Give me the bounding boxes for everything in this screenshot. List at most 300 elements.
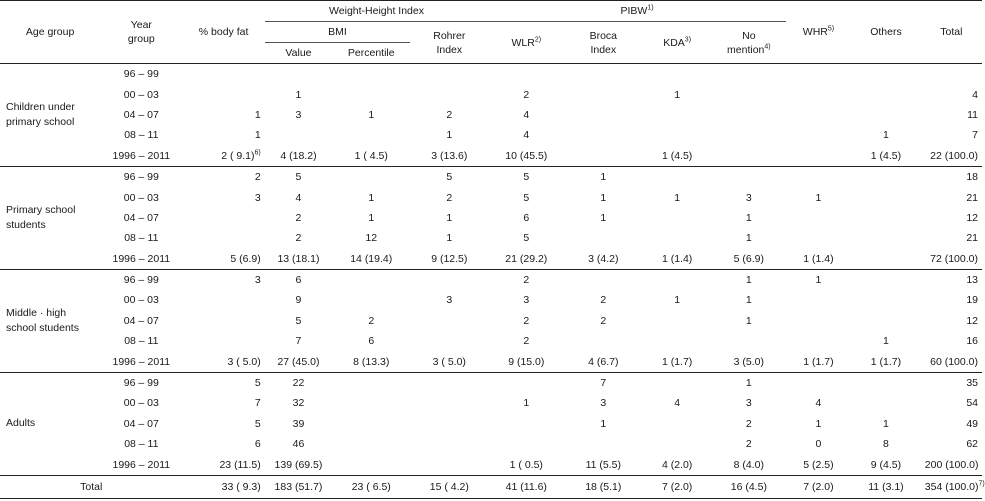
cell-value: 27 (45.0)	[277, 355, 320, 368]
table-cell	[851, 351, 921, 372]
header-kda: KDA$^{3)}$	[642, 22, 712, 64]
cell-value: 5	[523, 171, 530, 184]
table-cell	[921, 84, 982, 104]
cell-value: 3	[745, 397, 752, 410]
cell-value: 1	[815, 191, 822, 204]
cell-value: 4 (2.0)	[661, 458, 693, 471]
year-group-cell: 04 – 07	[123, 211, 159, 224]
table-cell	[851, 393, 921, 413]
table-cell	[564, 311, 642, 331]
year-group-cell: 96 – 99	[123, 377, 159, 390]
cell-value: 1 (4.5)	[661, 149, 693, 162]
table-cell	[332, 125, 410, 145]
table-cell	[786, 331, 851, 351]
table-cell	[488, 454, 564, 475]
table-cell	[182, 228, 264, 248]
table-cell	[851, 372, 921, 393]
cell-value: 41 (11.6)	[505, 480, 547, 493]
cell-value: 22 (100.0)	[930, 149, 978, 162]
table-cell	[642, 228, 712, 248]
cell-value: 1	[815, 274, 822, 287]
cell-value: 60 (100.0)	[930, 355, 978, 368]
table-cell	[921, 351, 982, 372]
table-cell	[642, 414, 712, 434]
cell-value: 1	[368, 191, 375, 204]
cell-value: 21 (29.2)	[505, 252, 548, 265]
table-row	[0, 187, 982, 207]
year-group-cell: 96 – 99	[123, 274, 159, 287]
year-group-cell: 00 – 03	[123, 191, 159, 204]
cell-value: 72 (100.0)	[930, 252, 978, 265]
table-cell	[564, 393, 642, 413]
header-bmi: BMI	[265, 22, 411, 43]
table-cell	[712, 372, 786, 393]
table-cell	[851, 105, 921, 125]
table-cell	[265, 269, 333, 290]
table-cell	[488, 351, 564, 372]
table-cell	[410, 105, 488, 125]
table-row	[0, 269, 982, 290]
table-cell	[410, 454, 488, 475]
table-cell	[332, 351, 410, 372]
table-cell	[921, 187, 982, 207]
year-group-cell: 00 – 03	[123, 397, 159, 410]
table-cell	[410, 146, 488, 167]
table-cell	[332, 146, 410, 167]
cell-value: 7	[600, 377, 607, 390]
table-cell	[712, 228, 786, 248]
total-cell	[265, 475, 333, 498]
header-total: Total	[921, 1, 982, 64]
header-whr: WHR$^{5)}$	[786, 1, 851, 64]
table-cell	[564, 414, 642, 434]
cell-value: 6	[254, 438, 261, 451]
table-cell	[786, 146, 851, 167]
table-row	[0, 208, 982, 228]
table-cell	[564, 351, 642, 372]
table-cell	[786, 249, 851, 270]
cell-value: 5	[254, 377, 261, 390]
table-cell	[410, 372, 488, 393]
table-cell	[851, 249, 921, 270]
year-group-cell: 00 – 03	[123, 88, 159, 101]
cell-value: 2	[446, 108, 453, 121]
table-row	[0, 105, 982, 125]
cell-value: 23 ( 6.5)	[351, 480, 391, 493]
cell-value: 5 (6.9)	[733, 252, 765, 265]
cell-value: 7	[972, 129, 978, 142]
table-cell	[712, 105, 786, 125]
table-row	[0, 393, 982, 413]
year-group-cell: 96 – 99	[123, 171, 159, 184]
table-cell	[712, 393, 786, 413]
table-cell	[182, 146, 264, 167]
table-cell	[712, 84, 786, 104]
table-cell	[564, 269, 642, 290]
table-cell	[265, 187, 333, 207]
cell-value: 1 ( 0.5)	[509, 458, 543, 471]
table-row	[0, 64, 982, 85]
cell-value: 9 (4.5)	[870, 458, 902, 471]
cell-value: 1	[254, 129, 261, 142]
table-cell	[265, 290, 333, 310]
table-cell	[786, 393, 851, 413]
cell-value: 10 (45.5)	[505, 149, 548, 162]
cell-value: 23 (11.5)	[219, 458, 261, 471]
total-cell	[786, 475, 851, 498]
cell-value: 3	[745, 191, 752, 204]
table-cell	[488, 290, 564, 310]
cell-value: 3 (13.6)	[431, 149, 468, 162]
cell-value: 3	[254, 274, 261, 287]
table-cell	[921, 434, 982, 454]
cell-value: 22	[292, 377, 305, 390]
table-row	[0, 372, 982, 393]
table-cell	[332, 434, 410, 454]
cell-value: 7	[295, 335, 302, 348]
table-header	[0, 1, 982, 64]
table-cell	[921, 393, 982, 413]
cell-value: 1	[745, 377, 752, 390]
cell-value: 13 (18.1)	[277, 252, 320, 265]
cell-value: 6	[368, 335, 375, 348]
table-row	[0, 434, 982, 454]
table-cell	[921, 372, 982, 393]
table-cell	[851, 414, 921, 434]
table-cell	[265, 351, 333, 372]
table-cell	[642, 187, 712, 207]
table-cell	[488, 249, 564, 270]
table-cell	[786, 290, 851, 310]
header-others: Others	[851, 1, 921, 64]
table-cell	[712, 146, 786, 167]
cell-value: 3	[446, 294, 453, 307]
cell-value: 9 (15.0)	[508, 355, 545, 368]
year-group-cell: 08 – 11	[124, 438, 159, 451]
table-cell	[332, 105, 410, 125]
table-cell	[265, 146, 333, 167]
cell-value: 9	[295, 294, 302, 307]
table-cell	[182, 166, 264, 187]
table-cell	[182, 187, 264, 207]
cell-value: 11 (3.1)	[868, 480, 904, 493]
cell-value: 4	[674, 397, 681, 410]
cell-value: 1	[600, 417, 607, 430]
cell-value: 2	[295, 211, 302, 224]
table-cell	[488, 331, 564, 351]
cell-value: 1 (1.4)	[661, 252, 693, 265]
table-cell	[712, 125, 786, 145]
cell-value: 139 (69.5)	[274, 458, 323, 471]
header-year-group: Year group	[100, 1, 182, 64]
cell-value: 5 (6.9)	[230, 252, 261, 265]
cell-value: 1	[883, 129, 889, 142]
table-cell	[265, 166, 333, 187]
year-group-cell: 04 – 07	[123, 108, 159, 121]
cell-value: 4 (18.2)	[280, 149, 317, 162]
cell-value: 12	[365, 232, 378, 245]
table-cell	[410, 166, 488, 187]
cell-value: 62	[966, 438, 978, 451]
cell-value: 4	[815, 397, 822, 410]
table-cell	[488, 208, 564, 228]
table-cell	[564, 84, 642, 104]
cell-value: 3 ( 5.0)	[227, 355, 261, 368]
cell-value: 3 (4.2)	[588, 252, 619, 265]
table-cell	[564, 249, 642, 270]
total-row-label: Total	[0, 475, 182, 498]
year-group-cell: 96 – 99	[123, 68, 159, 81]
table-cell	[182, 208, 264, 228]
table-cell	[265, 208, 333, 228]
cell-value: 1	[745, 314, 752, 327]
cell-value: 1	[600, 211, 607, 224]
table-cell	[851, 269, 921, 290]
table-cell	[265, 393, 333, 413]
cell-value: 6	[523, 211, 530, 224]
age-group-label: Middle · high school students	[0, 269, 100, 372]
header-bmi-percentile: Percentile	[332, 43, 410, 64]
table-cell	[332, 269, 410, 290]
table-cell	[786, 311, 851, 331]
cell-value: 49	[966, 417, 978, 430]
table-cell	[642, 290, 712, 310]
header-wlr: WLR$^{2)}$	[488, 22, 564, 64]
cell-value: 1	[745, 294, 752, 307]
cell-value: 12	[966, 211, 978, 224]
table-cell	[265, 249, 333, 270]
year-group-cell: 1996 – 2011	[100, 146, 182, 167]
table-cell	[851, 208, 921, 228]
cell-value: 54	[966, 397, 978, 410]
year-group-cell: 1996 – 2011	[100, 351, 182, 372]
cell-value: 1	[745, 232, 752, 245]
cell-value: 1	[674, 191, 681, 204]
cell-value: 5	[295, 171, 302, 184]
table-cell	[851, 166, 921, 187]
table-cell	[488, 434, 564, 454]
table-cell	[182, 372, 264, 393]
table-cell	[712, 269, 786, 290]
table-cell	[265, 414, 333, 434]
table-cell	[332, 393, 410, 413]
table-cell	[642, 372, 712, 393]
cell-value: 1	[446, 232, 453, 245]
table-cell	[712, 249, 786, 270]
cell-value: 3	[600, 397, 607, 410]
table-cell	[921, 125, 982, 145]
table-cell	[564, 105, 642, 125]
total-cell	[712, 475, 786, 498]
total-cell	[851, 475, 921, 498]
table-cell	[642, 249, 712, 270]
table-cell	[410, 249, 488, 270]
table-cell	[786, 84, 851, 104]
table-cell	[182, 311, 264, 331]
table-cell	[410, 351, 488, 372]
table-cell	[332, 372, 410, 393]
table-cell	[642, 166, 712, 187]
table-row	[0, 228, 982, 248]
table-cell	[921, 208, 982, 228]
table-cell	[182, 249, 264, 270]
cell-value: 7	[254, 397, 261, 410]
cell-value: 4 (6.7)	[588, 355, 619, 368]
table-cell	[712, 434, 786, 454]
year-group-cell: 08 – 11	[124, 232, 159, 245]
cell-value: 3	[254, 191, 261, 204]
cell-value: 4	[972, 88, 978, 101]
cell-value: 0	[815, 438, 822, 451]
table-cell	[182, 434, 264, 454]
table-cell	[786, 105, 851, 125]
cell-value: 5	[523, 232, 530, 245]
table-cell	[712, 454, 786, 475]
table-cell	[332, 166, 410, 187]
table-cell	[642, 393, 712, 413]
table-cell	[488, 393, 564, 413]
total-cell	[488, 475, 564, 498]
table-cell	[712, 208, 786, 228]
table-cell	[410, 228, 488, 248]
table-cell	[265, 84, 333, 104]
table-cell	[786, 434, 851, 454]
cell-value: 11	[967, 108, 978, 121]
table-cell	[488, 414, 564, 434]
table-cell	[564, 146, 642, 167]
table-cell	[265, 125, 333, 145]
table-cell	[921, 105, 982, 125]
table-cell	[712, 64, 786, 85]
table-cell	[642, 454, 712, 475]
year-group-cell: 08 – 11	[124, 335, 159, 348]
table-cell	[410, 208, 488, 228]
cell-value: 2	[745, 438, 752, 451]
table-cell	[332, 249, 410, 270]
table-cell	[182, 125, 264, 145]
table-cell	[332, 414, 410, 434]
table-cell	[921, 331, 982, 351]
cell-value: 46	[292, 438, 305, 451]
table-cell	[851, 290, 921, 310]
cell-value: 2	[600, 314, 607, 327]
table-cell	[564, 64, 642, 85]
table-cell	[488, 187, 564, 207]
cell-value: 1	[674, 294, 681, 307]
cell-value: 11 (5.5)	[585, 458, 621, 471]
table-cell	[488, 125, 564, 145]
table-cell	[488, 166, 564, 187]
cell-value: 1 (1.7)	[803, 355, 834, 368]
table-cell	[564, 454, 642, 475]
table-cell	[921, 290, 982, 310]
table-cell	[410, 434, 488, 454]
age-group-label: Adults	[0, 372, 100, 475]
cell-value: 354 (100.0)	[924, 480, 979, 493]
cell-value: 1	[745, 274, 752, 287]
table-cell	[332, 208, 410, 228]
table-cell	[182, 105, 264, 125]
cell-value: 2 ( 9.1)	[221, 149, 255, 162]
header-pibw: PIBW$^{1)}$	[488, 1, 785, 22]
cell-value: 4	[295, 191, 302, 204]
cell-value: 3 ( 5.0)	[432, 355, 466, 368]
table-cell	[488, 105, 564, 125]
year-group-cell: 00 – 03	[123, 294, 159, 307]
table-cell	[410, 125, 488, 145]
table-cell	[851, 187, 921, 207]
table-cell	[182, 331, 264, 351]
table-row	[0, 311, 982, 331]
table-cell	[332, 290, 410, 310]
total-cell	[642, 475, 712, 498]
table-row	[0, 414, 982, 434]
table-cell	[712, 311, 786, 331]
table-cell	[265, 454, 333, 475]
cell-value: 2	[523, 314, 530, 327]
footnote-marker: 7)	[978, 480, 985, 488]
header-broca: Broca Index	[564, 22, 642, 64]
table-cell	[410, 84, 488, 104]
table-cell	[642, 146, 712, 167]
header-rohrer: Rohrer Index	[410, 22, 488, 64]
table-row	[0, 166, 982, 187]
table-cell	[265, 434, 333, 454]
table-cell	[410, 269, 488, 290]
table-cell	[410, 414, 488, 434]
cell-value: 9 (12.5)	[431, 252, 468, 265]
cell-value: 2	[523, 335, 530, 348]
footnote-marker: 6)	[254, 149, 261, 157]
cell-value: 4	[523, 108, 530, 121]
cell-value: 39	[292, 417, 305, 430]
table-cell	[182, 393, 264, 413]
cell-value: 2	[368, 314, 375, 327]
table-cell	[182, 64, 264, 85]
table-cell	[182, 84, 264, 104]
table-cell	[410, 331, 488, 351]
table-cell	[642, 351, 712, 372]
table-cell	[488, 146, 564, 167]
table-cell	[786, 372, 851, 393]
table-cell	[642, 208, 712, 228]
table-cell	[410, 290, 488, 310]
table-cell	[712, 187, 786, 207]
table-cell	[786, 166, 851, 187]
table-cell	[786, 208, 851, 228]
cell-value: 16 (4.5)	[730, 480, 767, 493]
year-group-cell: 1996 – 2011	[100, 454, 182, 475]
cell-value: 8 (4.0)	[733, 458, 765, 471]
table-cell	[642, 331, 712, 351]
cell-value: 2	[523, 274, 530, 287]
table-cell	[786, 125, 851, 145]
cell-value: 7 (2.0)	[661, 480, 693, 493]
total-cell	[332, 475, 410, 498]
table-cell	[564, 228, 642, 248]
cell-value: 1 (1.7)	[870, 355, 902, 368]
table-cell	[332, 228, 410, 248]
table-cell	[851, 454, 921, 475]
cell-value: 1	[745, 211, 752, 224]
cell-value: 1	[600, 191, 607, 204]
total-cell	[410, 475, 488, 498]
cell-value: 1 (1.7)	[661, 355, 693, 368]
cell-value: 6	[295, 274, 302, 287]
age-group-label: Primary school students	[0, 166, 100, 269]
header-bmi-value: Value	[265, 43, 333, 64]
table-cell	[786, 351, 851, 372]
